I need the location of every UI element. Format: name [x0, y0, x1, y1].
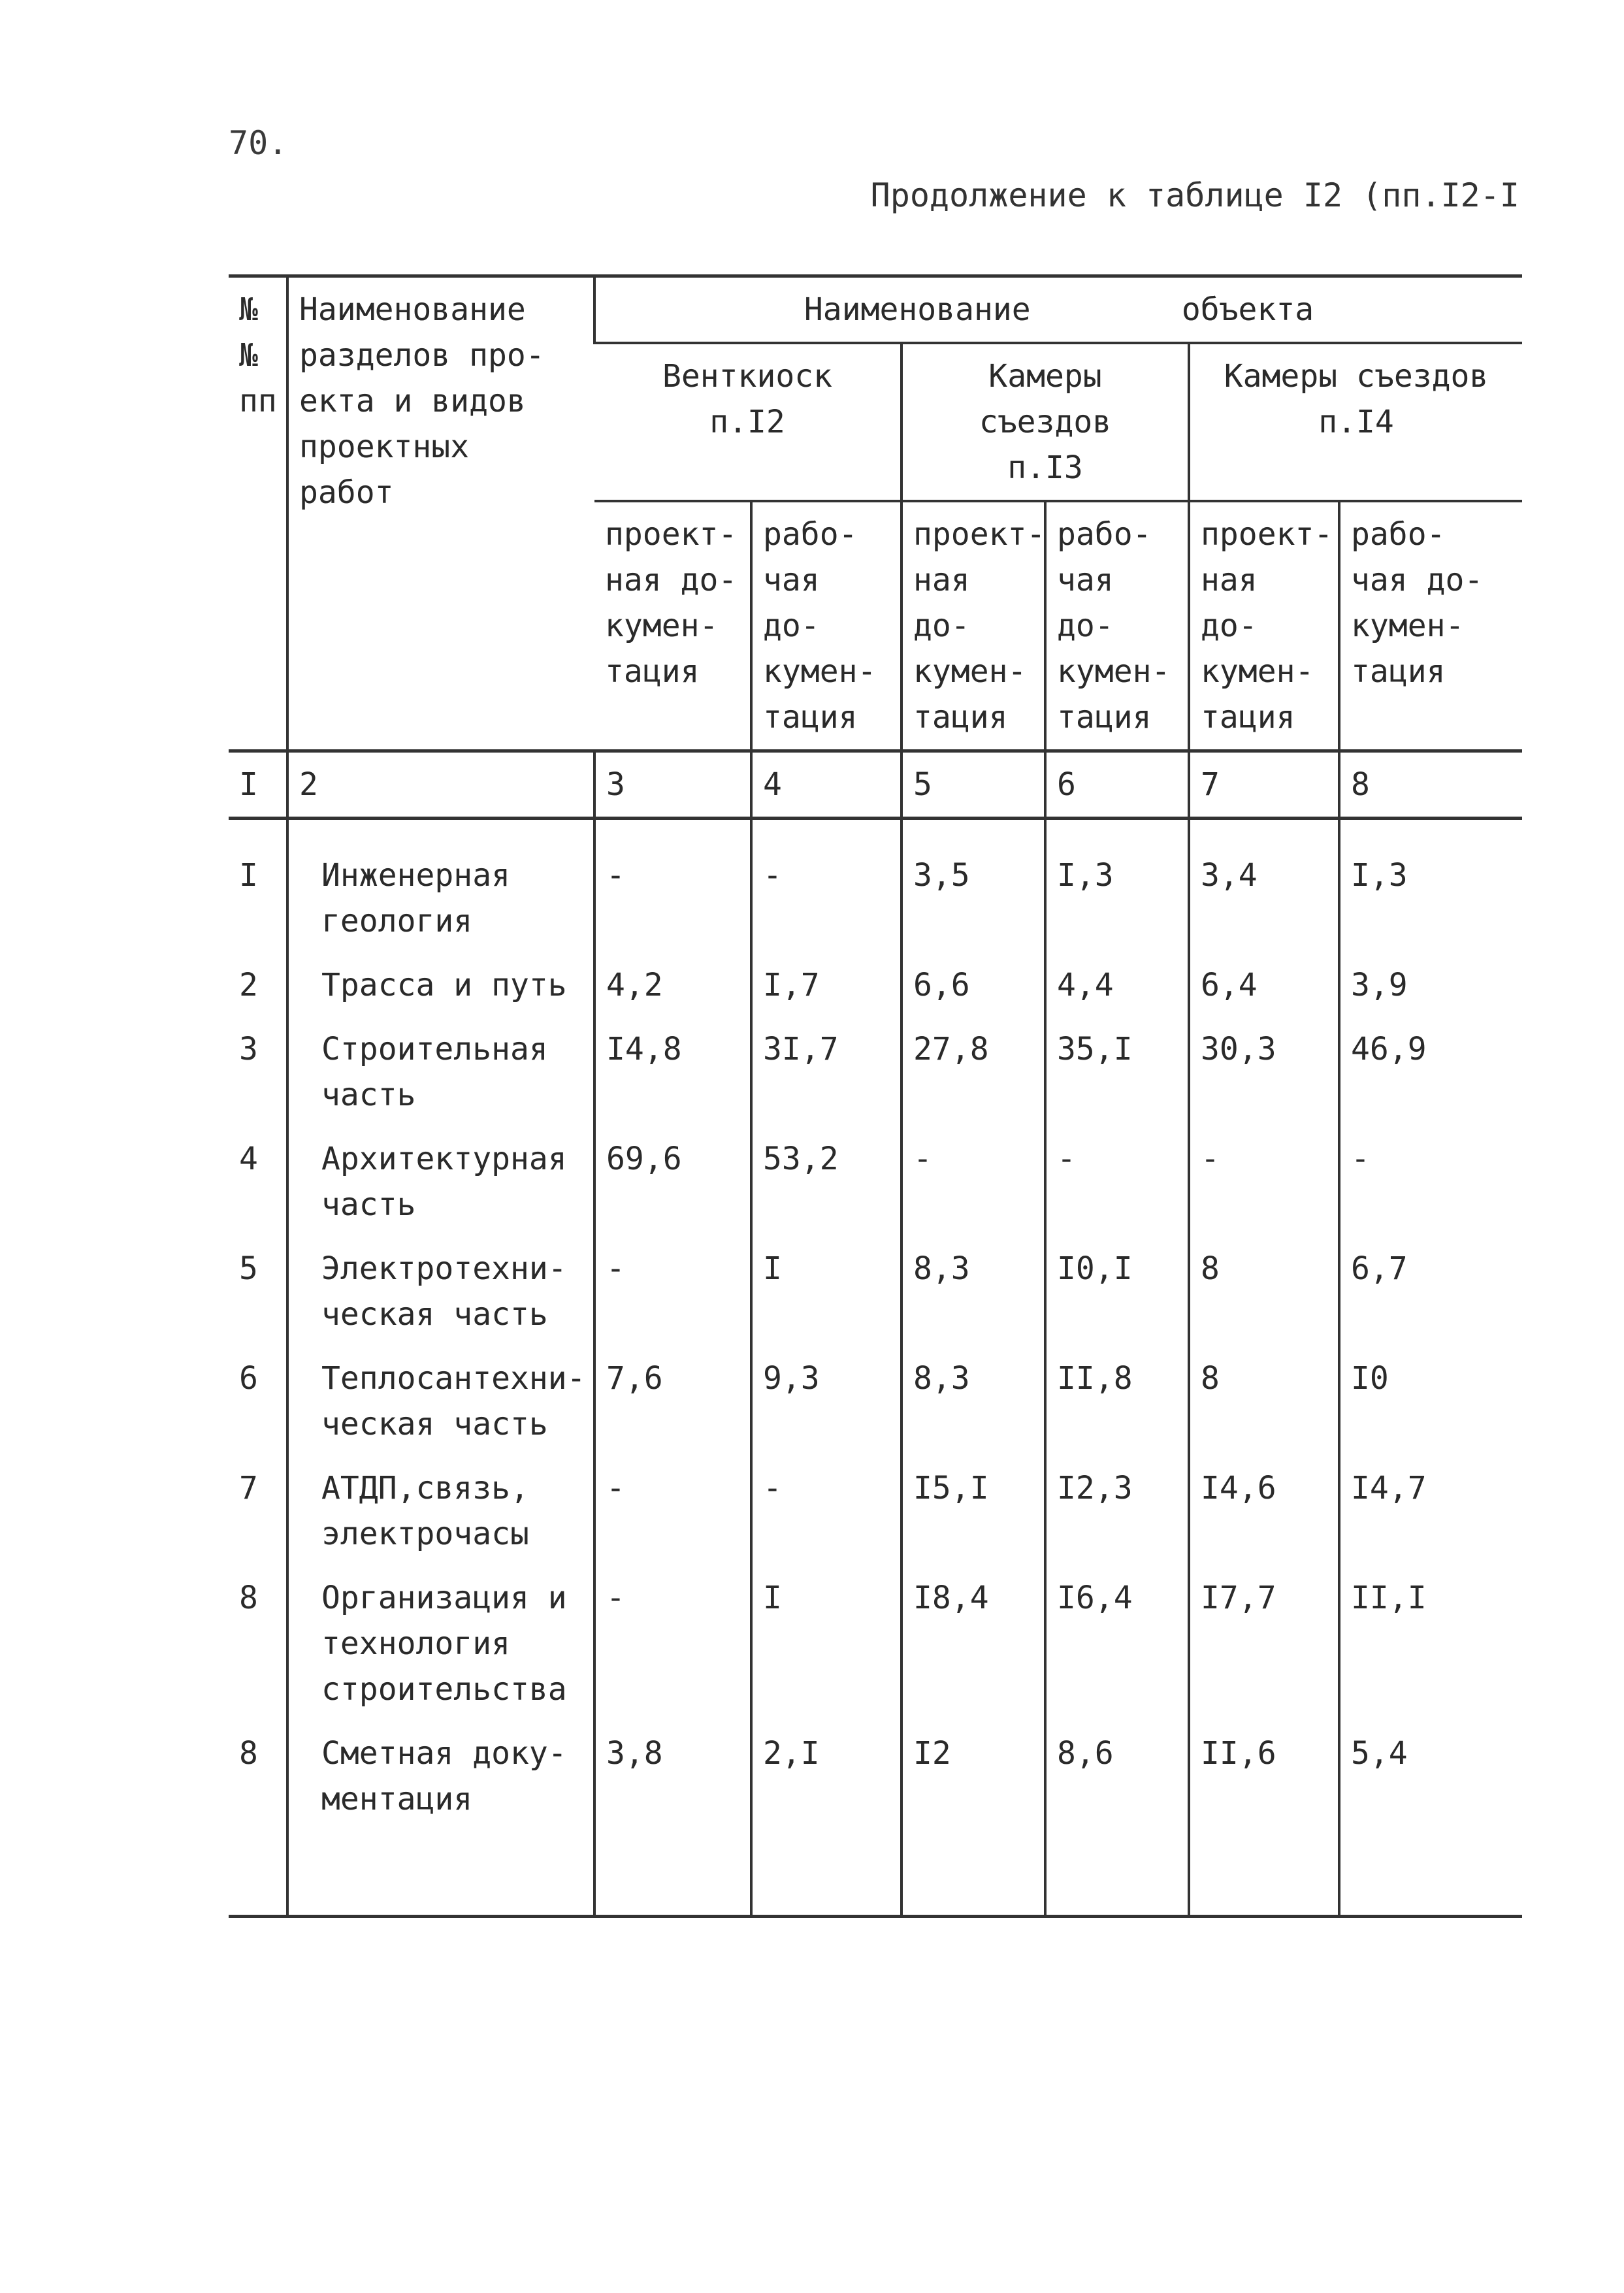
- row-value: -: [594, 1566, 751, 1721]
- row-section-name: Сметная доку- ментация: [287, 1721, 594, 1831]
- row-number: 2: [239, 967, 258, 1003]
- row-value: I4,7: [1339, 1456, 1522, 1566]
- row-value: 3I,7: [751, 1017, 901, 1127]
- table-row: [229, 1721, 1522, 1831]
- row-value: I,7: [751, 953, 901, 1017]
- row-section-name: АТДП,связь, электрочасы: [287, 1456, 594, 1566]
- row-number: 3: [239, 1031, 258, 1067]
- table-row: [229, 1017, 1522, 1127]
- row-value: -: [594, 1237, 751, 1346]
- row-value: 46,9: [1339, 1017, 1522, 1127]
- row-section-name: Трасса и путь: [287, 953, 594, 1017]
- row-section-name: Архитектурная часть: [287, 1127, 594, 1237]
- header-doc-type: проект- ная до- кумен- тация: [1189, 501, 1339, 751]
- row-section-name: Организация и технология строительства: [287, 1566, 594, 1721]
- row-value: 3,4: [1189, 819, 1339, 954]
- row-value: I,3: [1045, 819, 1189, 954]
- row-value: 6,7: [1339, 1237, 1522, 1346]
- table-row: [229, 819, 1522, 954]
- row-number: 8: [239, 1735, 258, 1772]
- header-object-3: Камеры съездов п.I4: [1189, 343, 1522, 501]
- empty-cell: [901, 1831, 1045, 1917]
- row-value: I8,4: [901, 1566, 1045, 1721]
- row-value: 4,2: [594, 953, 751, 1017]
- row-value: I: [751, 1237, 901, 1346]
- row-value: 5,4: [1339, 1721, 1522, 1831]
- row-value: -: [1045, 1127, 1189, 1237]
- header-row-main: [229, 276, 1522, 344]
- column-number: I: [229, 751, 287, 819]
- column-number: 3: [594, 751, 751, 819]
- row-value: 8,6: [1045, 1721, 1189, 1831]
- row-value: II,8: [1045, 1346, 1189, 1456]
- row-value: 27,8: [901, 1017, 1045, 1127]
- row-value: 6,6: [901, 953, 1045, 1017]
- empty-cell: [1045, 1831, 1189, 1917]
- row-value: -: [901, 1127, 1045, 1237]
- table-row: [229, 1346, 1522, 1456]
- header-doc-type: рабо- чая до- кумен- тация: [1339, 501, 1522, 751]
- row-value: -: [594, 1456, 751, 1566]
- column-number: 4: [751, 751, 901, 819]
- row-value: 2,I: [751, 1721, 901, 1831]
- header-doc-type: рабо- чая до- кумен- тация: [751, 501, 901, 751]
- column-number: 7: [1189, 751, 1339, 819]
- row-section-name: Теплосантехни- ческая часть: [287, 1346, 594, 1456]
- table-row: [229, 953, 1522, 1017]
- cost-distribution-table: [229, 274, 1522, 1918]
- row-number: 5: [239, 1250, 258, 1287]
- table-row: [229, 1456, 1522, 1566]
- row-value: II,6: [1189, 1721, 1339, 1831]
- row-value: I7,7: [1189, 1566, 1339, 1721]
- header-doc-type: проект- ная до- кумен- тация: [901, 501, 1045, 751]
- header-objects-title: Наименование объекта: [594, 276, 1522, 344]
- empty-cell: [594, 1831, 751, 1917]
- row-value: I: [751, 1566, 901, 1721]
- empty-cell: [229, 1831, 287, 1917]
- row-number: I: [239, 857, 258, 894]
- row-value: 6,4: [1189, 953, 1339, 1017]
- header-doc-type: проект- ная до- кумен- тация: [594, 501, 751, 751]
- row-value: -: [751, 1456, 901, 1566]
- row-value: 8: [1189, 1237, 1339, 1346]
- row-value: 3,9: [1339, 953, 1522, 1017]
- row-value: 4,4: [1045, 953, 1189, 1017]
- row-value: 3,5: [901, 819, 1045, 954]
- row-section-name: Строительная часть: [287, 1017, 594, 1127]
- row-section-name: Электротехни- ческая часть: [287, 1237, 594, 1346]
- row-value: 53,2: [751, 1127, 901, 1237]
- row-number: 6: [239, 1360, 258, 1397]
- column-number: 6: [1045, 751, 1189, 819]
- row-value: I4,6: [1189, 1456, 1339, 1566]
- row-value: 8: [1189, 1346, 1339, 1456]
- header-doc-type: рабо- чая до- кумен- тация: [1045, 501, 1189, 751]
- row-value: 7,6: [594, 1346, 751, 1456]
- table-body: [229, 819, 1522, 1917]
- column-number: 5: [901, 751, 1045, 819]
- column-number: 2: [287, 751, 594, 819]
- row-value: I,3: [1339, 819, 1522, 954]
- header-col-section-name: Наименование разделов про- екта и видов проектных работ: [287, 276, 594, 751]
- row-value: -: [751, 819, 901, 954]
- table-continuation-title: Продолжение к таблице I2 (пп.I2-I: [870, 176, 1519, 214]
- row-value: 35,I: [1045, 1017, 1189, 1127]
- row-value: -: [594, 819, 751, 954]
- header-object-2: Камеры съездов п.I3: [901, 343, 1189, 501]
- row-value: I2: [901, 1721, 1045, 1831]
- row-value: -: [1339, 1127, 1522, 1237]
- empty-cell: [1339, 1831, 1522, 1917]
- row-number: 8: [239, 1580, 258, 1616]
- row-value: I0: [1339, 1346, 1522, 1456]
- empty-cell: [1189, 1831, 1339, 1917]
- row-section-name: Инженерная геология: [287, 819, 594, 954]
- column-number-row: [229, 751, 1522, 819]
- empty-cell: [287, 1831, 594, 1917]
- row-value: I2,3: [1045, 1456, 1189, 1566]
- row-value: I0,I: [1045, 1237, 1189, 1346]
- table-bottom-spacer: [229, 1831, 1522, 1917]
- table-row: [229, 1566, 1522, 1721]
- header-col-number: №№ пп: [229, 276, 287, 751]
- row-value: I5,I: [901, 1456, 1045, 1566]
- page-number: 70.: [229, 124, 288, 162]
- table-row: [229, 1127, 1522, 1237]
- row-value: -: [1189, 1127, 1339, 1237]
- row-value: I6,4: [1045, 1566, 1189, 1721]
- row-number: 4: [239, 1141, 258, 1177]
- table-row: [229, 1237, 1522, 1346]
- row-value: I4,8: [594, 1017, 751, 1127]
- empty-cell: [751, 1831, 901, 1917]
- row-value: 69,6: [594, 1127, 751, 1237]
- column-number: 8: [1339, 751, 1522, 819]
- row-value: 3,8: [594, 1721, 751, 1831]
- header-object-1: Венткиоск п.I2: [594, 343, 901, 501]
- row-number: 7: [239, 1470, 258, 1506]
- row-value: II,I: [1339, 1566, 1522, 1721]
- row-value: 8,3: [901, 1237, 1045, 1346]
- row-value: 9,3: [751, 1346, 901, 1456]
- row-value: 30,3: [1189, 1017, 1339, 1127]
- row-value: 8,3: [901, 1346, 1045, 1456]
